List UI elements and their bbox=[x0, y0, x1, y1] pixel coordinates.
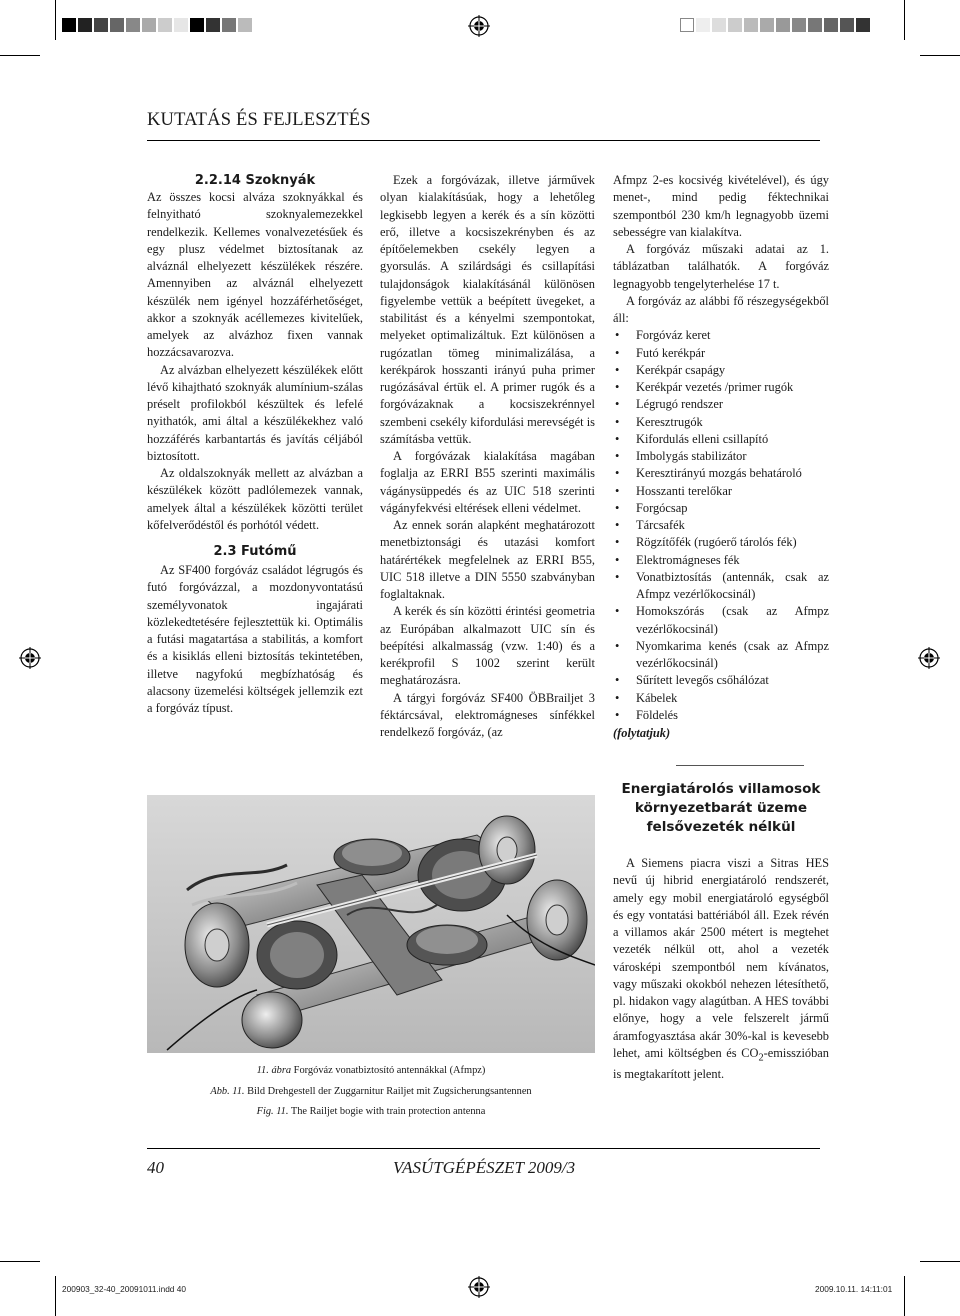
crop-mark bbox=[904, 1276, 905, 1316]
paragraph: Az SF400 forgóváz családot légrugós és futó forgóvázzal, a mozdonyvontatású személyvonatok ingajárati közlekedtetésére fejlesztettük ki. Optimális a futási magatartása a stabilitás, a komfort és a kisiklás elleni biztosítás tekintetében, illetve nagyfokú megbízhatóság és alacsony üzemelési költségek jellemzik ezt a forgóváz típust. bbox=[147, 563, 363, 715]
header-rule bbox=[147, 140, 820, 141]
list-item: • Imbolygás stabilizátor bbox=[613, 448, 829, 465]
list-item: • Földelés bbox=[613, 707, 829, 724]
subsection-heading-skirts: 2.2.14 Szoknyák bbox=[194, 173, 316, 188]
paragraph: Az alvázban elhelyezett készülékek előtt lévő kihajtható szoknyák alumínium-szálas préselt profilokból készültek és lefelé nyithatók, ami által a készülékekhez való hozzáférés karbantartás és javítás céljából biztosított. bbox=[147, 362, 363, 463]
color-bar-right bbox=[680, 18, 872, 32]
section-header: KUTATÁS ÉS FEJLESZTÉS bbox=[147, 110, 371, 130]
subscript-2: 2 bbox=[758, 1052, 764, 1064]
paragraph: A forgóvázak kialakítása magában foglalja az ERRI B55 szerinti maximális vágánysüppedés és az UIC 518 szerinti vágányfekvési eltérések elleni védelmet. bbox=[380, 449, 595, 515]
crop-mark bbox=[0, 55, 40, 56]
paragraph: A forgóváz műszaki adatai az 1. táblázatban találhatók. A forgóváz legnagyobb tengelyterhelése 17 t. bbox=[613, 242, 829, 291]
crop-mark bbox=[920, 1261, 960, 1262]
caption-prefix: Abb. 11. bbox=[210, 1086, 245, 1097]
paragraph: Az oldalszoknyák mellett az alvázban a készülékek között padlólemezek vannak, amelyek által a készülékek közötti terület kőfelverődéstől és porhótól védett. bbox=[147, 466, 363, 532]
crop-mark bbox=[0, 1261, 40, 1262]
list-item: • Hosszanti terelőkar bbox=[613, 483, 829, 500]
paragraph: Afmpz 2-es kocsivég kivételével), és úgy menet-, mind pedig féktechnikai szempontból 230 km/h legnagyobb üzemi sebességre van kialakítva. bbox=[613, 173, 829, 239]
news-box-text bbox=[613, 855, 829, 1084]
list-item: • Keresztrugók bbox=[613, 414, 829, 431]
figure-caption-en bbox=[147, 1103, 595, 1120]
registration-mark-left-icon bbox=[19, 647, 41, 669]
timestamp-slug: 2009.10.11. 14:11:01 bbox=[815, 1284, 893, 1294]
list-item: • Vonatbiztosítás (antennák, csak az Afmpz vezérlőkocsinál) bbox=[613, 569, 829, 604]
color-bar-left bbox=[62, 18, 254, 32]
registration-mark-top-icon bbox=[468, 15, 490, 37]
list-item: • Homokszórás (csak az Afmpz vezérlőkocsinál) bbox=[613, 603, 829, 638]
list-item: • Kerékpár csapágy bbox=[613, 362, 829, 379]
list-item: • Futó kerékpár bbox=[613, 345, 829, 362]
crop-mark bbox=[920, 55, 960, 56]
bogie-parts-list bbox=[613, 327, 829, 724]
column-3 bbox=[613, 172, 829, 742]
paragraph: A tárgyi forgóváz SF400 ÖBBrailjet 3 féktárcsával, elektromágneses sínfékkel rendelkező forgóváz, (az bbox=[380, 690, 595, 739]
caption-text: The Railjet bogie with train protection antenna bbox=[288, 1106, 486, 1117]
box-separator bbox=[676, 765, 804, 766]
registration-mark-bottom-icon bbox=[468, 1276, 490, 1298]
paragraph: Ezek a forgóvázak, illetve járművek olyan kialakításúak, hogy a lehetőleg legkisebb legyen a kerék és a sín közötti erő, illetve a kocsiszekrényben és az építőelemekben csekély legyen a gyorsulás. A szilárdsági és csillapítási tulajdonságok kialakításánál különösen figyelembe vettük a beépített üvegeket, a stabilitást és a kényelmi szempontokat, melyeket optimalizáltuk. Ezt különösen a rugózatlan tömeg minimalizálása, a kerékpárok hosszanti irányú puha primer rugózásával értük el. A primer rugók és a forgóvázaknak a kocsiszekrénnyel szembeni csekély kifordulási merevségét is számításba vettük. bbox=[380, 173, 595, 446]
list-item: • Légrugó rendszer bbox=[613, 396, 829, 413]
column-2 bbox=[380, 172, 595, 741]
news-text-end: -emisszióban is megtakarított jelent. bbox=[613, 1045, 829, 1082]
journal-title: VASÚTGÉPÉSZET 2009/3 bbox=[393, 1158, 576, 1177]
registration-mark-right-icon bbox=[918, 647, 940, 669]
crop-mark bbox=[55, 1276, 56, 1316]
file-slug: 200903_32-40_20091011.indd 40 bbox=[62, 1284, 186, 1294]
list-item: • Elektromágneses fék bbox=[613, 552, 829, 569]
figure-caption-de bbox=[147, 1083, 595, 1100]
bogie-figure-image bbox=[147, 795, 595, 1053]
paragraph: Az összes kocsi alváza szoknyákkal és felnyitható szoknyalemezekkel rendelkezik. Kellemes vonalvezetésűek és egy plusz védelmet biztosítanak az alváznál elhelyezett készülékek részére. Amennyiben az alváznál elhelyezett készülék nem igényel hozzáférhetőséget, akkor a szoknyák acéllemezes kivitelűek, amelyek az alvázhoz fixen vannak hozzácsavarozva. bbox=[147, 190, 363, 360]
column-1 bbox=[147, 172, 363, 717]
list-item: • Tárcsafék bbox=[613, 517, 829, 534]
crop-mark bbox=[55, 0, 56, 40]
list-item: • Sűrített levegős csőhálózat bbox=[613, 672, 829, 689]
list-item: • Kerékpár vezetés /primer rugók bbox=[613, 379, 829, 396]
list-item: • Kifordulás elleni csillapító bbox=[613, 431, 829, 448]
list-item: • Forgóváz keret bbox=[613, 327, 829, 344]
paragraph: A kerék és sín közötti érintési geometria az Európában alkalmazott UIC sín és beépítési alkalmasság (vzw. 1:40) és a kerékprofil S 1002 szerint került meghatározásra. bbox=[380, 604, 595, 688]
news-text: A Siemens piacra viszi a Sitras HES nevű új hibrid energiatároló rendszerét, amely egy mobil energiatároló egységből és egy vontatási battériából áll. Ezek révén a villamos akár 2500 métert is megtehet vezeték nélkül ott, ahol a vezeték városképi szempontból nem kívánatos, vagy műszaki okokból nehezen létesíthető, pl. hidakon vagy alagútban. A HES további előnye, hogy a vele felszerelt jármű áramfogyasztása akár 30%-kal is kevesebb lehet, ami költségben és CO bbox=[613, 856, 829, 1060]
list-item: • Kábelek bbox=[613, 690, 829, 707]
page-number: 40 bbox=[147, 1158, 164, 1177]
paragraph: Az ennek során alapként meghatározott menetbiztonsági és utazási komfort határértékek megfelelnek az ERRI B55, UIC 518 illetve a DIN 5550 szabványban foglaltaknak. bbox=[380, 518, 595, 601]
continued-note: (folytatjuk) bbox=[613, 726, 671, 740]
caption-text: Forgóváz vonatbiztosító antennákkal (Afmpz) bbox=[291, 1065, 486, 1076]
news-box-title: Energiatárolós villamosok környezetbarát üzeme felsővezeték nélkül bbox=[621, 781, 821, 835]
paragraph: A forgóváz az alábbi fő részegységekből áll: bbox=[613, 293, 829, 325]
caption-prefix: 11. ábra bbox=[256, 1065, 292, 1076]
list-item: • Nyomkarima kenés (csak az Afmpz vezérlőkocsinál) bbox=[613, 638, 829, 673]
footer-rule bbox=[147, 1148, 820, 1149]
subsection-heading-running-gear: 2.3 Futómű bbox=[213, 544, 297, 559]
list-item: • Forgócsap bbox=[613, 500, 829, 517]
caption-text: Bild Drehgestell der Zuggarnitur Railjet mit Zugsicherungsantennen bbox=[244, 1086, 532, 1097]
list-item: • Rögzítőfék (rugóerő tárolós fék) bbox=[613, 534, 829, 551]
caption-prefix: Fig. 11. bbox=[256, 1106, 289, 1117]
list-item: • Keresztirányú mozgás behatároló bbox=[613, 465, 829, 482]
crop-mark bbox=[904, 0, 905, 40]
figure-caption-hu bbox=[147, 1062, 595, 1079]
